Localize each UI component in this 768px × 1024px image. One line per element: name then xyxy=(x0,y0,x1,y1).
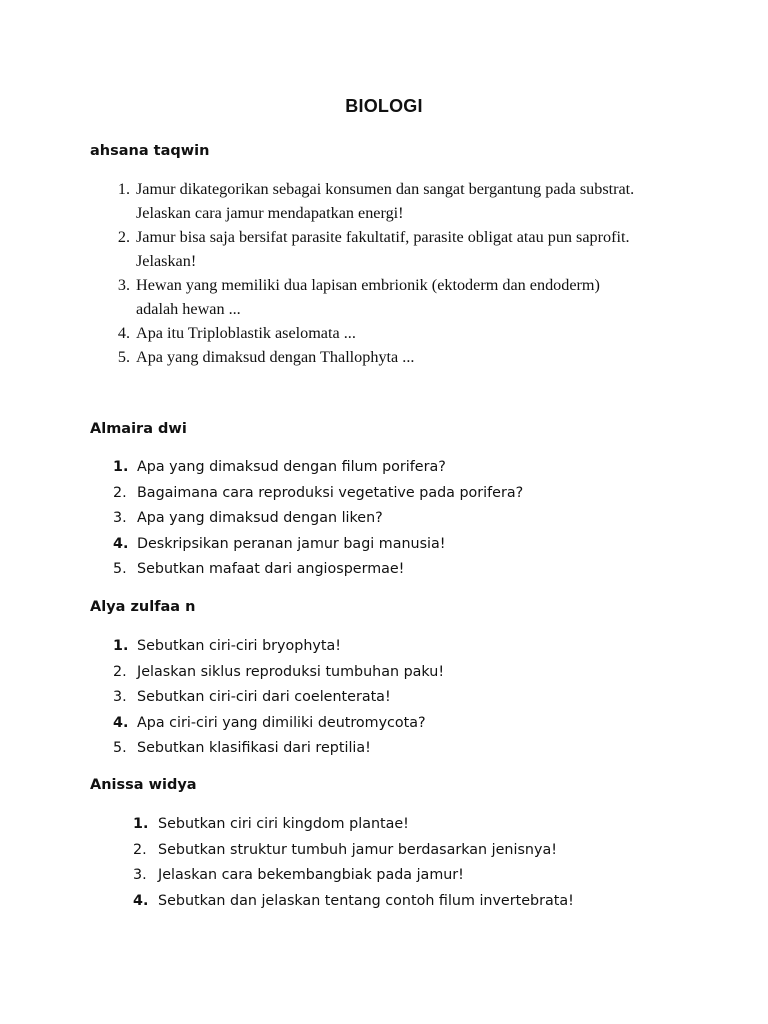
list-item xyxy=(113,634,697,660)
question-text: Sebutkan dan jelaskan tentang contoh filum invertebrata! xyxy=(158,892,574,909)
question-text: Bagaimana cara reproduksi vegetative pada porifera? xyxy=(137,484,524,501)
question-list xyxy=(113,455,697,583)
item-number: 2. xyxy=(113,663,127,680)
question-text: Deskripsikan peranan jamur bagi manusia! xyxy=(137,535,446,552)
list-item xyxy=(133,812,718,838)
item-number: 1. xyxy=(117,180,130,198)
question-text-continued: adalah hewan ... xyxy=(136,300,241,318)
list-item xyxy=(117,345,696,369)
item-number: 1. xyxy=(133,816,149,832)
list-item xyxy=(117,177,696,225)
question-text: Apa yang dimaksud dengan liken? xyxy=(137,510,383,526)
list-item xyxy=(133,889,718,915)
item-number: 5. xyxy=(113,561,127,577)
item-number: 2. xyxy=(117,228,130,246)
section-author-name: Almaira dwi xyxy=(90,421,187,437)
question-text: Sebutkan ciri ciri kingdom plantae! xyxy=(158,816,409,832)
question-text: Jelaskan cara bekembangbiak pada jamur! xyxy=(158,867,464,883)
list-item xyxy=(113,481,697,507)
question-text: Apa itu Triploblastik aselomata ... xyxy=(136,324,356,342)
item-number: 5. xyxy=(113,740,127,756)
question-text: Apa ciri-ciri yang dimiliki deutromycota? xyxy=(137,714,426,731)
question-text: Sebutkan ciri-ciri bryophyta! xyxy=(137,638,341,654)
list-item xyxy=(133,863,718,889)
list-item xyxy=(133,838,718,864)
list-item xyxy=(113,685,697,711)
item-number: 1. xyxy=(113,459,129,475)
item-number: 3. xyxy=(117,276,130,294)
list-item xyxy=(117,225,696,273)
question-text: Apa yang dimaksud dengan filum porifera? xyxy=(137,459,446,475)
section-author-name: Alya zulfaa n xyxy=(90,599,196,615)
item-number: 4. xyxy=(113,535,129,552)
list-item xyxy=(113,455,697,481)
question-text: Sebutkan ciri-ciri dari coelenterata! xyxy=(137,689,391,705)
question-text: Sebutkan struktur tumbuh jamur berdasarkan jenisnya! xyxy=(158,841,557,858)
list-item xyxy=(113,711,697,737)
question-list xyxy=(117,177,696,369)
question-text: Hewan yang memiliki dua lapisan embrionik (ektoderm dan endoderm) xyxy=(136,276,600,294)
item-number: 4. xyxy=(133,892,149,909)
question-text: Sebutkan klasifikasi dari reptilia! xyxy=(137,740,371,756)
item-number: 1. xyxy=(113,638,129,654)
question-text: Jamur bisa saja bersifat parasite fakultatif, parasite obligat atau pun saprofit. xyxy=(136,228,630,246)
question-list xyxy=(133,812,718,914)
question-list xyxy=(113,634,697,762)
list-item xyxy=(113,532,697,558)
question-text: Jamur dikategorikan sebagai konsumen dan sangat bergantung pada substrat. xyxy=(136,180,635,198)
question-text-continued: Jelaskan cara jamur mendapatkan energi! xyxy=(136,204,404,222)
section-author-name: ahsana taqwin xyxy=(90,143,210,159)
list-item xyxy=(117,321,696,345)
list-item xyxy=(113,557,697,583)
item-number: 3. xyxy=(113,510,127,526)
item-number: 2. xyxy=(133,841,147,858)
question-text-continued: Jelaskan! xyxy=(136,252,197,270)
section-author-name: Anissa widya xyxy=(90,777,197,793)
item-number: 5. xyxy=(117,348,130,366)
question-text: Jelaskan siklus reproduksi tumbuhan paku! xyxy=(137,663,445,680)
question-text: Sebutkan mafaat dari angiospermae! xyxy=(137,561,405,577)
list-item xyxy=(113,736,697,762)
item-number: 3. xyxy=(113,689,127,705)
list-item xyxy=(113,660,697,686)
document-title: BIOLOGI xyxy=(345,96,423,116)
item-number: 3. xyxy=(133,867,147,883)
list-item xyxy=(117,273,696,321)
item-number: 2. xyxy=(113,484,127,501)
list-item xyxy=(113,506,697,532)
item-number: 4. xyxy=(113,714,129,731)
question-text: Apa yang dimaksud dengan Thallophyta ... xyxy=(136,348,415,366)
item-number: 4. xyxy=(117,324,130,342)
